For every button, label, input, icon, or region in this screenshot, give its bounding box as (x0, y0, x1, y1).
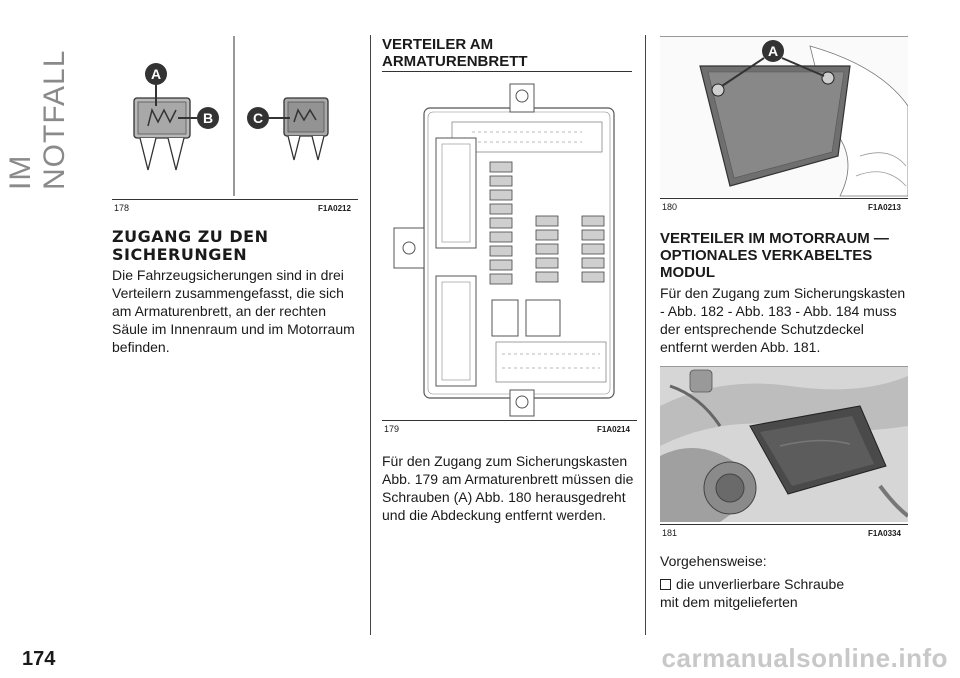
heading-rule (382, 71, 632, 72)
figure-179-fuse-box (392, 78, 632, 418)
figure-rule (660, 198, 908, 199)
figure-code: F1A0212 (318, 204, 351, 213)
figure-number: 180 (662, 202, 678, 212)
page-number: 174 (22, 648, 56, 670)
column-divider (645, 35, 646, 635)
procedure-step-text: die unverlierbare Schraube (676, 576, 845, 592)
column-divider (370, 35, 371, 635)
figure-code: F1A0214 (597, 425, 630, 434)
callout-a: A (767, 43, 779, 59)
figure-rule (112, 199, 358, 200)
figure-rule (660, 524, 908, 525)
body-paragraph: Für den Zugang zum Sicherungskasten - Abb. 182 - Abb. 183 - Abb. 184 muss der entsprechende Schutzdeckel entfernt werden Abb. 181. (660, 285, 906, 355)
checkbox-bullet-icon (660, 579, 671, 590)
section-heading: ZUGANG ZU DEN SICHERUNGEN (112, 227, 269, 264)
figure-code: F1A0213 (868, 203, 901, 212)
figure-number: 178 (114, 203, 130, 213)
callout-b: B (202, 110, 214, 126)
procedure-step-continuation: mit dem mitgelieferten (660, 594, 798, 610)
figure-180-dashboard-cover (660, 36, 908, 198)
figure-rule (382, 420, 637, 421)
figure-178-fuse-types (112, 36, 358, 196)
section-title: IM NOTFALL (4, 49, 71, 190)
figure-code: F1A0334 (868, 529, 901, 538)
figure-number: 181 (662, 528, 678, 538)
section-heading: VERTEILER IM MOTORRAUM — OPTIONALES VERKABELTES MODUL (660, 230, 889, 281)
watermark: carmanualsonline.info (661, 643, 948, 673)
procedure-step (660, 575, 910, 593)
callout-a: A (150, 66, 162, 82)
figure-number: 179 (384, 424, 400, 434)
section-heading: VERTEILER AM ARMATURENBRETT (382, 36, 528, 70)
body-paragraph: Für den Zugang zum Sicherungskasten Abb. 179 am Armaturenbrett müssen die Schrauben (A) Abb. 180 herausgedreht und die Abdeckung entfernt werden. (382, 453, 634, 523)
callout-c: C (252, 110, 264, 126)
procedure-label: Vorgehensweise: (660, 553, 767, 569)
figure-181-engine-bay-module (660, 366, 908, 522)
body-paragraph: Die Fahrzeugsicherungen sind in drei Verteilern zusammengefasst, die sich am Armaturenbrett, an der rechten Säule im Innenraum und im Motorraum befinden. (112, 267, 355, 355)
